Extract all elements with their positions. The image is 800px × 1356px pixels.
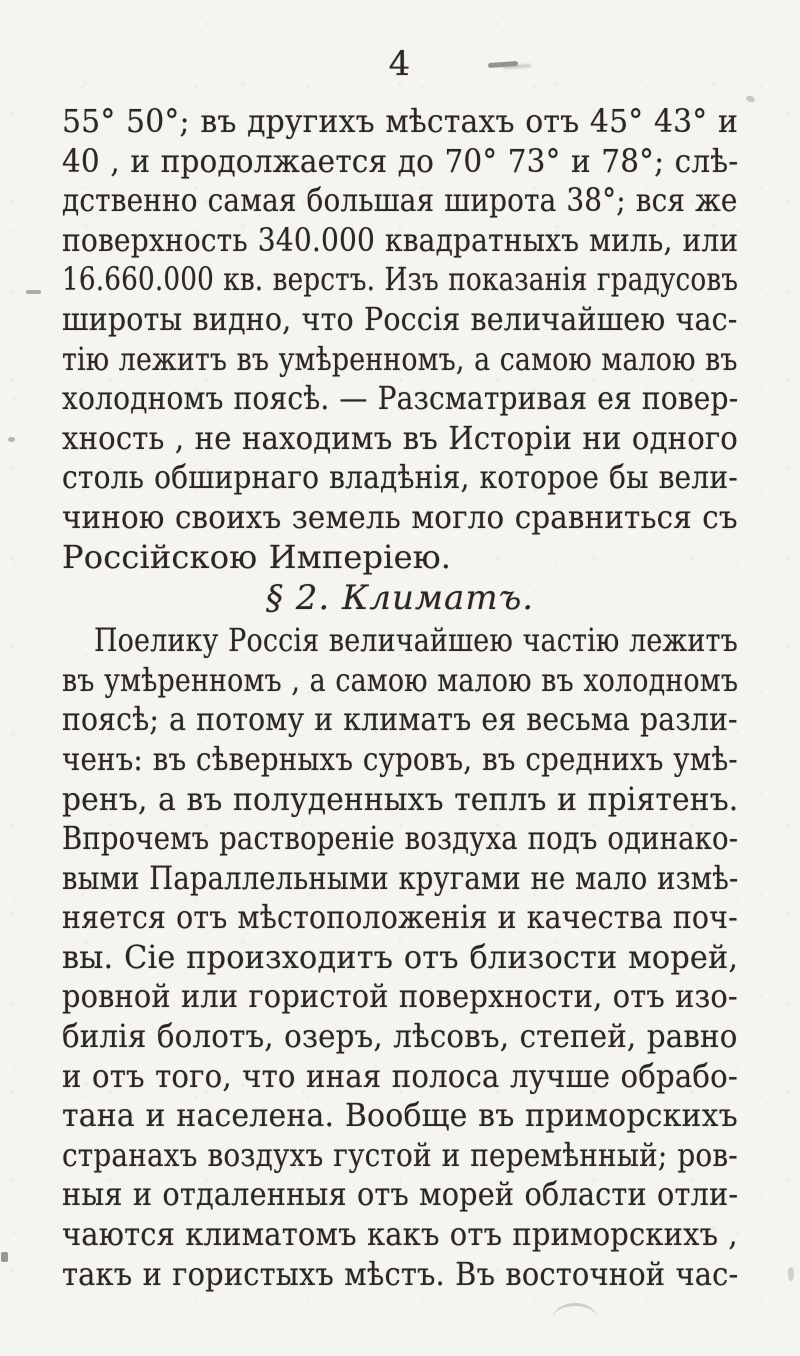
text-line: 40 , и продолжается до 70° 73° и 78°; слѣ-: [62, 141, 739, 180]
text-line: ченъ: въ сѣверныхъ суровъ, въ среднихъ умѣ-: [62, 739, 738, 778]
text-line: чиною своихъ земель могло сравниться съ: [62, 497, 738, 536]
text-line: 55° 50°; въ другихъ мѣстахъ отъ 45° 43° и: [62, 102, 739, 140]
text-line: поясѣ; а потому и климатъ ея весьма разли-: [62, 700, 738, 739]
page-number: 4: [388, 44, 412, 84]
scan-speck: [745, 95, 755, 103]
scan-edge-mark: [1, 1252, 8, 1262]
text-line: Впрочемъ раствореніе воздуха подъ одинако-: [62, 819, 739, 858]
text-line: ровной или гористой поверхности, отъ изо-: [62, 977, 738, 1016]
text-line: Поелику Россія величайшею частію лежитъ: [93, 621, 738, 660]
scan-smudge: [26, 290, 41, 294]
text-line: странахъ воздухъ густой и перемѣнный; ров-: [62, 1135, 738, 1174]
scan-speck: [788, 1267, 794, 1281]
text-line: хность , не находимъ въ Исторіи ни одного: [62, 418, 738, 457]
text-line: столь обширнаго владѣнія, которое бы вели-: [62, 458, 738, 497]
text-line: выми Параллельными кругами не мало измѣ-: [62, 858, 739, 897]
text-line: Россійскою Имперіею.: [62, 537, 452, 576]
text-line: такъ и гористыхъ мѣстъ. Въ восточной час-: [62, 1254, 739, 1293]
text-line: ренъ, а въ полуденныхъ теплъ и пріятенъ.: [62, 779, 739, 818]
paragraph: [62, 102, 738, 577]
text-line: холодномъ поясѣ. — Разсматривая ея повер-: [62, 379, 739, 418]
text-line: тію лежитъ въ умѣренномъ, а самою малою въ: [62, 339, 738, 378]
text-line: широты видно, что Россія величайшею час-: [62, 299, 738, 338]
text-line: няется отъ мѣстоположенія и качества поч-: [62, 898, 738, 937]
text-line: чаются климатомъ какъ отъ приморскихъ ,: [62, 1215, 738, 1254]
section-heading: § 2. Климатъ.: [265, 578, 535, 619]
text-line: тана и населена. Вообще въ приморскихъ: [62, 1096, 738, 1135]
text-line: ныя и отдаленныя отъ морей области отли-: [62, 1175, 739, 1214]
scan-smudge: [553, 1303, 597, 1318]
page-text-block: [62, 102, 738, 1294]
text-line: въ умѣренномъ , а самою малою въ холодномъ: [62, 660, 739, 699]
text-line: билія болотъ, озеръ, лѣсовъ, степей, равно: [62, 1017, 738, 1056]
scan-speck: [8, 437, 15, 442]
paragraph: [62, 621, 738, 1294]
text-line: и отъ того, что иная полоса лучше обрабо-: [62, 1056, 738, 1095]
text-line: дственно самая большая широта 38°; вся же: [62, 181, 738, 220]
text-line: 16.660.000 кв. верстъ. Изъ показанія градусовъ: [62, 260, 739, 299]
text-line: вы. Сіе произходитъ отъ близости морей,: [62, 937, 739, 976]
text-line: поверхность 340.000 квадратныхъ миль, или: [62, 220, 739, 259]
